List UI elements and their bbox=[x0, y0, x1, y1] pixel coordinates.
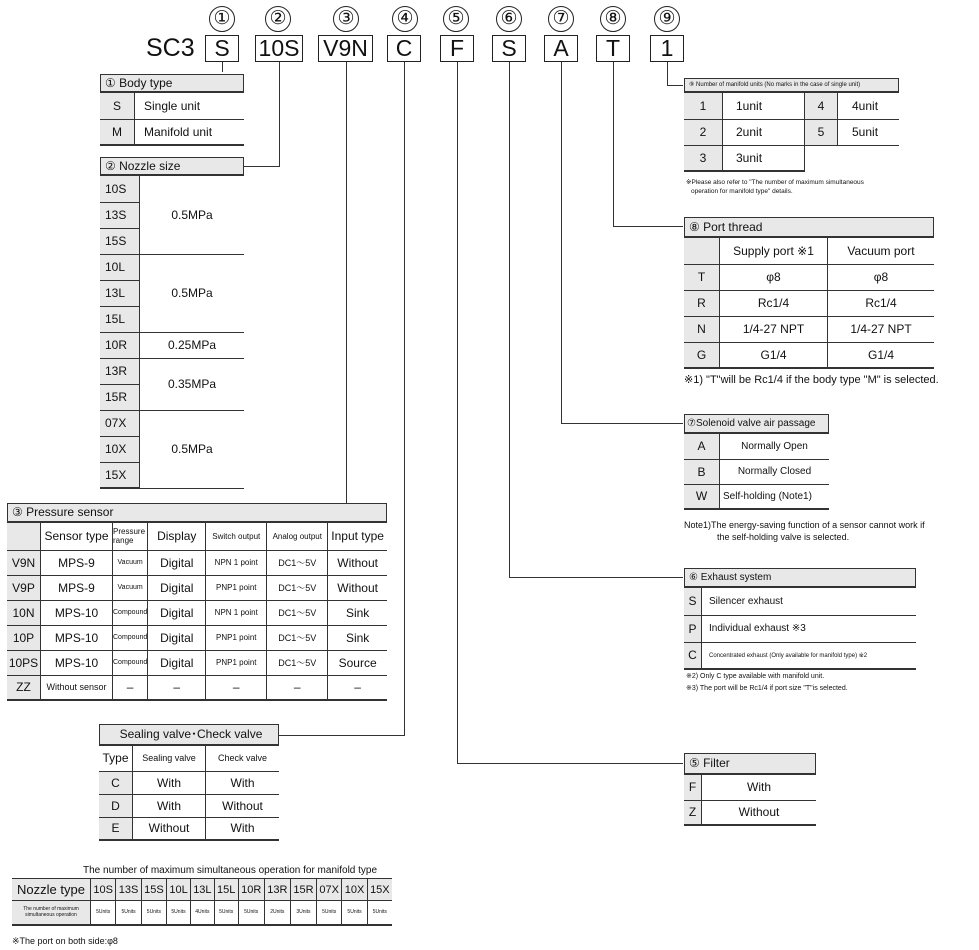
sensor-display: Digital bbox=[148, 625, 206, 650]
sensor-display: – bbox=[148, 675, 206, 700]
model-prefix: SC3 bbox=[146, 34, 195, 62]
note-line: ※2) Only C type available with manifold unit. bbox=[686, 673, 825, 680]
manifold-op-value: 5Units bbox=[141, 901, 166, 925]
manifold-op-value: 5Units bbox=[316, 901, 341, 925]
port-code: G bbox=[684, 342, 720, 368]
sensor-switch: PNP1 point bbox=[206, 575, 267, 600]
manifold-op-nozzle: 10R bbox=[238, 879, 264, 901]
sensor-code: 10N bbox=[7, 600, 41, 625]
manifold-op-nozzle: 10X bbox=[342, 879, 367, 901]
manifold-op-value: 5Units bbox=[116, 901, 141, 925]
filter-label: With bbox=[702, 775, 817, 800]
sensor-switch: PNP1 point bbox=[206, 625, 267, 650]
sensor-display: Digital bbox=[148, 575, 206, 600]
solenoid-label: Normally Open bbox=[720, 434, 830, 459]
manifold-op-value: 5Units bbox=[367, 901, 392, 925]
units-value: 3unit bbox=[723, 145, 805, 171]
sensor-code: ZZ bbox=[7, 675, 41, 700]
manifold-op-nozzle: 15S bbox=[141, 879, 166, 901]
circle-number-4: ④ bbox=[392, 6, 418, 32]
exhaust-header: ⑥ Exhaust system bbox=[684, 568, 916, 588]
sensor-analog: DC1～5V bbox=[267, 600, 328, 625]
filter-header: ⑤ Filter bbox=[684, 753, 816, 775]
exhaust-code: C bbox=[684, 642, 702, 669]
manifold-op-table bbox=[12, 878, 392, 926]
nozzle-code: 10X bbox=[100, 436, 140, 462]
manifold-op-note: ※The port on both side:φ8 bbox=[12, 936, 118, 946]
nozzle-code: 13L bbox=[100, 280, 140, 306]
sensor-input: Without bbox=[328, 575, 387, 600]
solenoid-code: A bbox=[684, 434, 720, 459]
manifold-op-value: 5Units bbox=[167, 901, 191, 925]
solenoid-code: W bbox=[684, 484, 720, 509]
solenoid-note bbox=[684, 519, 925, 543]
circle-number-3: ③ bbox=[333, 6, 359, 32]
sealing-value: With bbox=[133, 794, 206, 817]
sensor-type: MPS-10 bbox=[41, 650, 113, 675]
sensor-switch: NPN 1 point bbox=[206, 600, 267, 625]
sensor-code: 10PS bbox=[7, 650, 41, 675]
sealing-col-header: Check valve bbox=[206, 746, 280, 771]
exhaust-label: Individual exhaust ※3 bbox=[702, 615, 917, 642]
manifold-op-header: Nozzle type bbox=[12, 879, 91, 901]
sealing-col-header: Type bbox=[99, 746, 133, 771]
sensor-code: V9N bbox=[7, 550, 41, 575]
sensor-switch: – bbox=[206, 675, 267, 700]
manifold-op-nozzle: 15L bbox=[214, 879, 238, 901]
sensor-display: Digital bbox=[148, 550, 206, 575]
sealing-code: C bbox=[99, 771, 133, 794]
port-vacuum: G1/4 bbox=[828, 342, 935, 368]
manifold-op-nozzle: 15X bbox=[367, 879, 392, 901]
manifold-units-note bbox=[686, 178, 864, 196]
exhaust-note bbox=[686, 671, 848, 695]
sealing-value: Without bbox=[133, 817, 206, 840]
manifold-op-value: 2Units bbox=[264, 901, 290, 925]
port-thread-note: ※1) "T"will be Rc1/4 if the body type "M" is selected. bbox=[684, 374, 939, 386]
manifold-op-value: 5Units bbox=[91, 901, 116, 925]
sensor-col-header: Pressure range bbox=[113, 523, 148, 550]
nozzle-code: 10S bbox=[100, 176, 140, 202]
nozzle-code: 10R bbox=[100, 332, 140, 358]
manifold-op-value: 5Units bbox=[342, 901, 367, 925]
manifold-op-nozzle: 10S bbox=[91, 879, 116, 901]
sensor-range: Compound bbox=[113, 650, 148, 675]
solenoid-label: Self-holding (Note1) bbox=[720, 484, 830, 509]
note-line: operation for manifold type" details. bbox=[691, 188, 793, 195]
sensor-table bbox=[7, 523, 387, 701]
port-col-header: Vacuum port bbox=[828, 238, 935, 264]
manifold-op-value: 5Units bbox=[214, 901, 238, 925]
nozzle-code: 07X bbox=[100, 410, 140, 436]
nozzle-table bbox=[100, 176, 244, 489]
sensor-type: Without sensor bbox=[41, 675, 113, 700]
circle-number-6: ⑥ bbox=[496, 6, 522, 32]
circle-number-7: ⑦ bbox=[548, 6, 574, 32]
port-thread-header: ⑧ Port thread bbox=[684, 217, 934, 238]
sensor-col-header: Display bbox=[148, 523, 206, 550]
code-manifold-units: 1 bbox=[650, 35, 684, 62]
sensor-col-header: Input type bbox=[328, 523, 387, 550]
code-port-thread: T bbox=[596, 35, 630, 62]
code-solenoid: A bbox=[544, 35, 578, 62]
manifold-op-value: 4Units bbox=[190, 901, 214, 925]
sensor-col-header: Sensor type bbox=[41, 523, 113, 550]
nozzle-pressure: 0.5MPa bbox=[140, 176, 245, 254]
body-type-header: ① Body type bbox=[100, 74, 244, 93]
manifold-op-nozzle: 10L bbox=[167, 879, 191, 901]
sensor-input: Sink bbox=[328, 625, 387, 650]
note-line: the self-holding valve is selected. bbox=[717, 532, 850, 542]
nozzle-pressure: 0.5MPa bbox=[140, 410, 245, 488]
code-sensor: V9N bbox=[318, 35, 373, 62]
sensor-code: 10P bbox=[7, 625, 41, 650]
units-code: 5 bbox=[805, 119, 838, 145]
circle-number-8: ⑧ bbox=[600, 6, 626, 32]
sensor-code: V9P bbox=[7, 575, 41, 600]
solenoid-code: B bbox=[684, 459, 720, 484]
units-code: 2 bbox=[684, 119, 723, 145]
manifold-op-nozzle: 07X bbox=[316, 879, 341, 901]
sensor-analog: DC1～5V bbox=[267, 550, 328, 575]
note-line: ※Please also refer to "The number of maximum simultaneous bbox=[686, 179, 864, 186]
filter-code: Z bbox=[684, 800, 702, 825]
body-label-m: Manifold unit bbox=[135, 119, 245, 145]
body-code-s: S bbox=[100, 93, 135, 119]
sensor-range: Vacuum bbox=[113, 575, 148, 600]
nozzle-code: 13R bbox=[100, 358, 140, 384]
port-supply: G1/4 bbox=[720, 342, 828, 368]
body-code-m: M bbox=[100, 119, 135, 145]
exhaust-code: S bbox=[684, 588, 702, 615]
sensor-analog: – bbox=[267, 675, 328, 700]
body-label-s: Single unit bbox=[135, 93, 245, 119]
sealing-col-header: Sealing valve bbox=[133, 746, 206, 771]
sensor-input: Source bbox=[328, 650, 387, 675]
port-vacuum: φ8 bbox=[828, 264, 935, 290]
circle-number-9: ⑨ bbox=[654, 6, 680, 32]
sensor-switch: PNP1 point bbox=[206, 650, 267, 675]
units-value: 2unit bbox=[723, 119, 805, 145]
code-nozzle: 10S bbox=[255, 35, 303, 62]
nozzle-header: ② Nozzle size bbox=[100, 157, 244, 176]
manifold-op-nozzle: 13S bbox=[116, 879, 141, 901]
check-value: Without bbox=[206, 794, 280, 817]
port-vacuum: 1/4-27 NPT bbox=[828, 316, 935, 342]
manifold-op-caption: The number of maximum simultaneous operation for manifold type bbox=[83, 865, 378, 876]
port-code: T bbox=[684, 264, 720, 290]
nozzle-pressure: 0.5MPa bbox=[140, 254, 245, 332]
units-code: 3 bbox=[684, 145, 723, 171]
sensor-analog: DC1～5V bbox=[267, 650, 328, 675]
units-value: 4unit bbox=[838, 93, 900, 119]
manifold-op-row-label: The number of maximum simultaneous operation bbox=[12, 901, 91, 925]
manifold-op-value: 5Units bbox=[238, 901, 264, 925]
check-value: With bbox=[206, 817, 280, 840]
nozzle-code: 13S bbox=[100, 202, 140, 228]
sealing-code: D bbox=[99, 794, 133, 817]
port-code: N bbox=[684, 316, 720, 342]
solenoid-header: ⑦Solenoid valve air passage bbox=[684, 414, 829, 434]
circle-number-2: ② bbox=[265, 6, 291, 32]
sensor-col-header: Analog output bbox=[267, 523, 328, 550]
exhaust-label: Silencer exhaust bbox=[702, 588, 917, 615]
sensor-input: Without bbox=[328, 550, 387, 575]
sensor-switch: NPN 1 point bbox=[206, 550, 267, 575]
exhaust-code: P bbox=[684, 615, 702, 642]
sealing-code: E bbox=[99, 817, 133, 840]
units-value: 1unit bbox=[723, 93, 805, 119]
nozzle-pressure: 0.25MPa bbox=[140, 332, 245, 358]
circle-number-5: ⑤ bbox=[443, 6, 469, 32]
sensor-type: MPS-10 bbox=[41, 625, 113, 650]
units-code: 4 bbox=[805, 93, 838, 119]
nozzle-code: 10L bbox=[100, 254, 140, 280]
sensor-input: Sink bbox=[328, 600, 387, 625]
filter-label: Without bbox=[702, 800, 817, 825]
body-type-table bbox=[100, 93, 244, 146]
sensor-col-header: Switch output bbox=[206, 523, 267, 550]
sensor-type: MPS-9 bbox=[41, 550, 113, 575]
exhaust-label: Concentrated exhaust (Only available for manifold type) ※2 bbox=[702, 642, 917, 669]
port-vacuum: Rc1/4 bbox=[828, 290, 935, 316]
exhaust-table bbox=[684, 588, 916, 670]
sensor-display: Digital bbox=[148, 650, 206, 675]
port-supply: Rc1/4 bbox=[720, 290, 828, 316]
sensor-type: MPS-9 bbox=[41, 575, 113, 600]
code-body-type: S bbox=[205, 35, 239, 62]
nozzle-code: 15S bbox=[100, 228, 140, 254]
sealing-value: With bbox=[133, 771, 206, 794]
sensor-input: – bbox=[328, 675, 387, 700]
solenoid-label: Normally Closed bbox=[720, 459, 830, 484]
manifold-op-nozzle: 15R bbox=[290, 879, 316, 901]
filter-code: F bbox=[684, 775, 702, 800]
nozzle-code: 15X bbox=[100, 462, 140, 488]
port-thread-table bbox=[684, 238, 934, 369]
sealing-header: Sealing valve･Check valve bbox=[99, 724, 279, 746]
sensor-display: Digital bbox=[148, 600, 206, 625]
manifold-op-nozzle: 13L bbox=[190, 879, 214, 901]
sensor-header: ③ Pressure sensor bbox=[7, 503, 387, 523]
nozzle-code: 15L bbox=[100, 306, 140, 332]
solenoid-table bbox=[684, 434, 829, 510]
nozzle-code: 15R bbox=[100, 384, 140, 410]
sensor-analog: DC1～5V bbox=[267, 625, 328, 650]
sensor-range: Compound bbox=[113, 625, 148, 650]
code-exhaust: S bbox=[492, 35, 526, 62]
manifold-units-header: ⑨ Number of manifold units (No marks in the case of single unit) bbox=[684, 78, 899, 93]
check-value: With bbox=[206, 771, 280, 794]
sensor-range: – bbox=[113, 675, 148, 700]
sensor-analog: DC1～5V bbox=[267, 575, 328, 600]
sensor-type: MPS-10 bbox=[41, 600, 113, 625]
manifold-op-value: 3Units bbox=[290, 901, 316, 925]
note-line: ※3) The port will be Rc1/4 if port size "T"is selected. bbox=[686, 685, 848, 692]
port-code: R bbox=[684, 290, 720, 316]
note-line: Note1)The energy-saving function of a sensor cannot work if bbox=[684, 520, 925, 530]
sealing-table bbox=[99, 746, 279, 841]
port-supply: φ8 bbox=[720, 264, 828, 290]
units-value: 5unit bbox=[838, 119, 900, 145]
filter-table bbox=[684, 775, 816, 826]
sensor-range: Compound bbox=[113, 600, 148, 625]
units-code: 1 bbox=[684, 93, 723, 119]
manifold-units-table bbox=[684, 93, 899, 172]
sensor-range: Vacuum bbox=[113, 550, 148, 575]
code-filter: F bbox=[440, 35, 474, 62]
nozzle-pressure: 0.35MPa bbox=[140, 358, 245, 410]
port-col-header: Supply port ※1 bbox=[720, 238, 828, 264]
circle-number-1: ① bbox=[209, 6, 235, 32]
code-sealing: C bbox=[387, 35, 421, 62]
port-supply: 1/4-27 NPT bbox=[720, 316, 828, 342]
manifold-op-nozzle: 13R bbox=[264, 879, 290, 901]
